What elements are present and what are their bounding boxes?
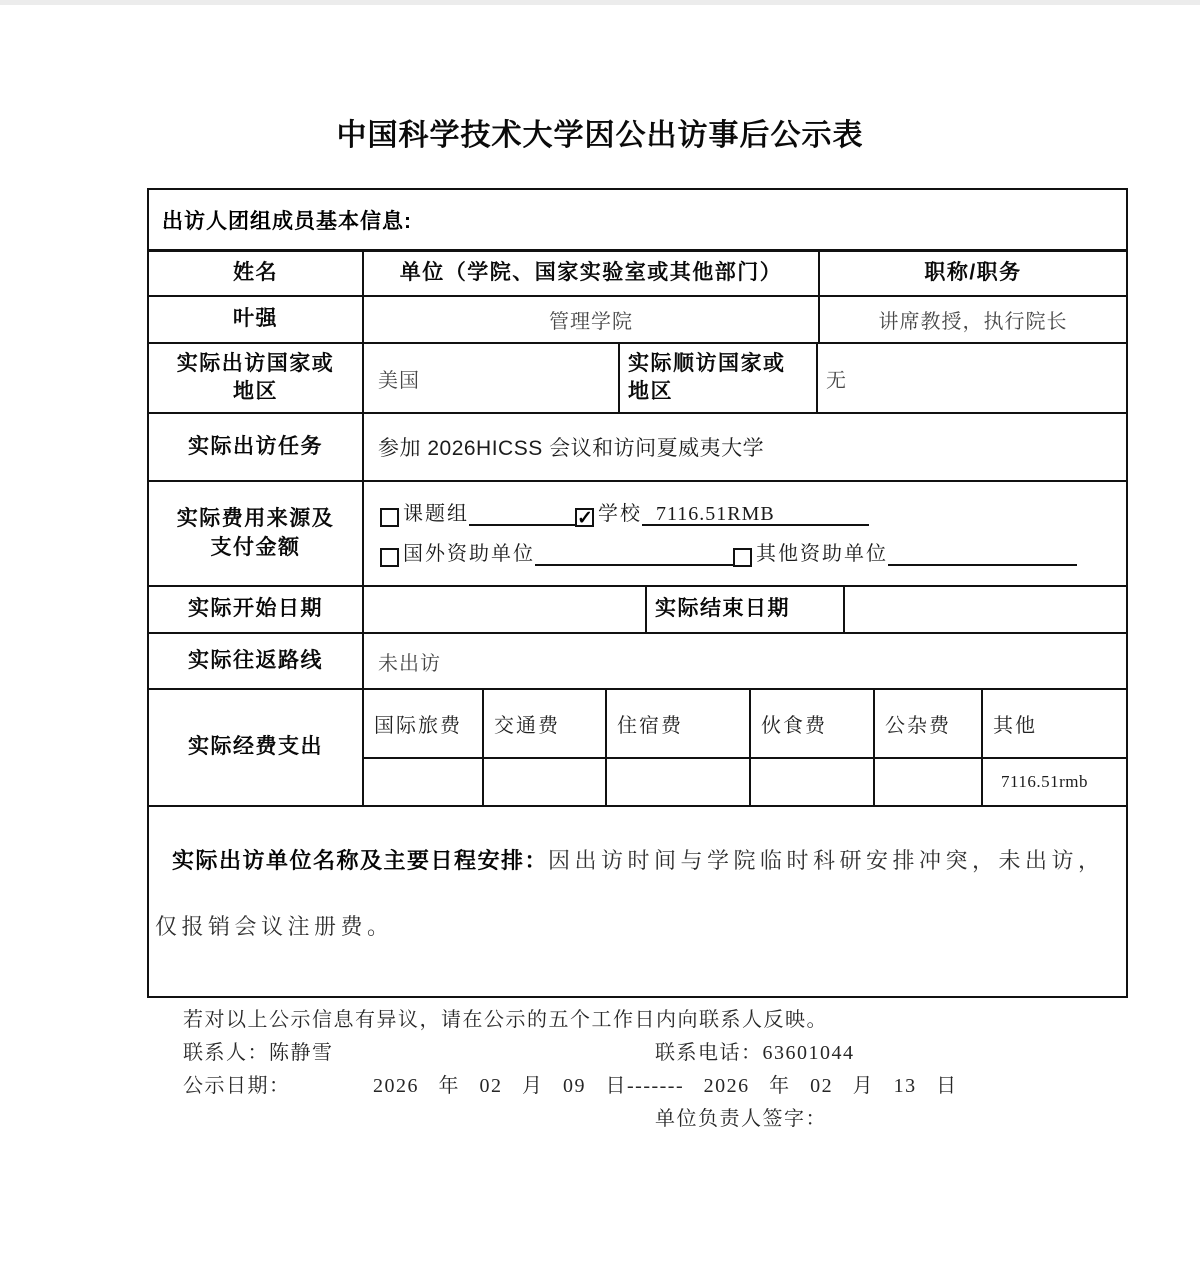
expense-col-meals: 伙食费 [761,715,827,737]
route-value: 未出访 [378,652,441,675]
publicity-date-range: 2026 年 02 月 09 日------- 2026 年 02 月 13 日 [373,1075,958,1097]
col-header-name: 姓名 [233,261,278,285]
expenses-value-row [364,759,1126,805]
dest-label: 实际出访国家或地区 [176,351,335,403]
member-data-row [149,297,1126,344]
member-post: 讲席教授，执行院长 [878,311,1068,333]
contact-name: 陈静雪 [269,1042,334,1064]
checkbox-checked-icon: ✓ [577,507,593,529]
side-visit-label: 实际顺访国家或地区 [628,351,786,403]
disclosure-form-table [147,188,1128,998]
expenses-subtable [364,690,1126,805]
funding-options [364,482,1126,585]
checkbox-unchecked-icon [380,548,399,567]
dest-value: 美国 [378,369,420,392]
expenses-label: 实际经费支出 [188,735,323,759]
signature-line [147,1103,1128,1136]
funding-blank-field [535,542,733,566]
expenses-row [149,690,1126,807]
funding-line-1 [380,502,1126,529]
funding-option-label: 国外资助单位 [403,542,535,565]
funding-amount-field: 7116.51RMB [642,502,869,526]
phone-number: 63601044 [762,1042,855,1064]
footer [147,1004,1128,1136]
task-row [149,414,1126,482]
task-value: 参加 2026HICSS 会议和访问夏威夷大学 [378,437,765,460]
expense-col-intl: 国际旅费 [374,715,462,737]
schedule-label: 实际出访单位名称及主要日程安排： [172,848,549,873]
phone-label: 联系电话： [655,1042,763,1064]
start-date-label: 实际开始日期 [188,597,323,621]
funding-label: 实际费用来源及支付金额 [176,507,335,559]
member-unit: 管理学院 [549,311,633,333]
funding-blank-field [469,502,575,526]
viewer-top-edge [0,0,1200,5]
publicity-date-label: 公示日期： [183,1075,291,1097]
contact-label: 联系人： [183,1042,269,1064]
funding-option-label: 学校 [598,502,642,525]
section-header: 出访人团组成员基本信息: [162,209,412,233]
contact-line [147,1037,1128,1070]
side-visit-value: 无 [826,369,847,392]
col-header-post: 职称/职务 [924,261,1022,285]
schedule-text-line2: 仅报销会议注册费。 [155,914,394,939]
member-name: 叶强 [233,307,278,331]
destination-row [149,344,1126,414]
expense-val-other: 7116.51rmb [1001,772,1089,791]
schedule-row [149,807,1126,996]
col-header-unit: 单位（学院、国家实验室或其他部门） [399,261,783,285]
schedule-text-line1: 因出访时间与学院临时科研安排冲突，未出访， [548,848,1105,873]
task-label: 实际出访任务 [188,434,323,458]
expense-col-transport: 交通费 [494,715,560,737]
route-label: 实际往返路线 [188,648,323,672]
funding-blank-field [888,542,1077,566]
publicity-date-line [147,1070,1128,1103]
expense-col-other: 其他 [993,715,1037,737]
page-title: 中国科学技术大学因公出访事后公示表 [336,119,864,152]
expense-col-lodging: 住宿费 [617,715,683,737]
checkbox-unchecked-icon [733,548,752,567]
funding-line-2 [380,542,1126,566]
section-header-row [149,190,1126,252]
objection-notice: 若对以上公示信息有异议，请在公示的五个工作日内向联系人反映。 [183,1009,828,1031]
member-header-row [149,252,1126,297]
phone-group [655,1037,855,1070]
route-row [149,634,1126,690]
funding-option-label: 课题组 [403,502,469,525]
funding-option-label: 其他资助单位 [756,542,888,565]
funding-row [149,482,1126,587]
expenses-header-row [364,690,1126,759]
signature-label: 单位负责人签字： [655,1108,827,1130]
checkbox-unchecked-icon [380,508,399,527]
dates-row [149,587,1126,634]
end-date-label: 实际结束日期 [655,597,790,621]
expense-col-misc: 公杂费 [885,715,951,737]
